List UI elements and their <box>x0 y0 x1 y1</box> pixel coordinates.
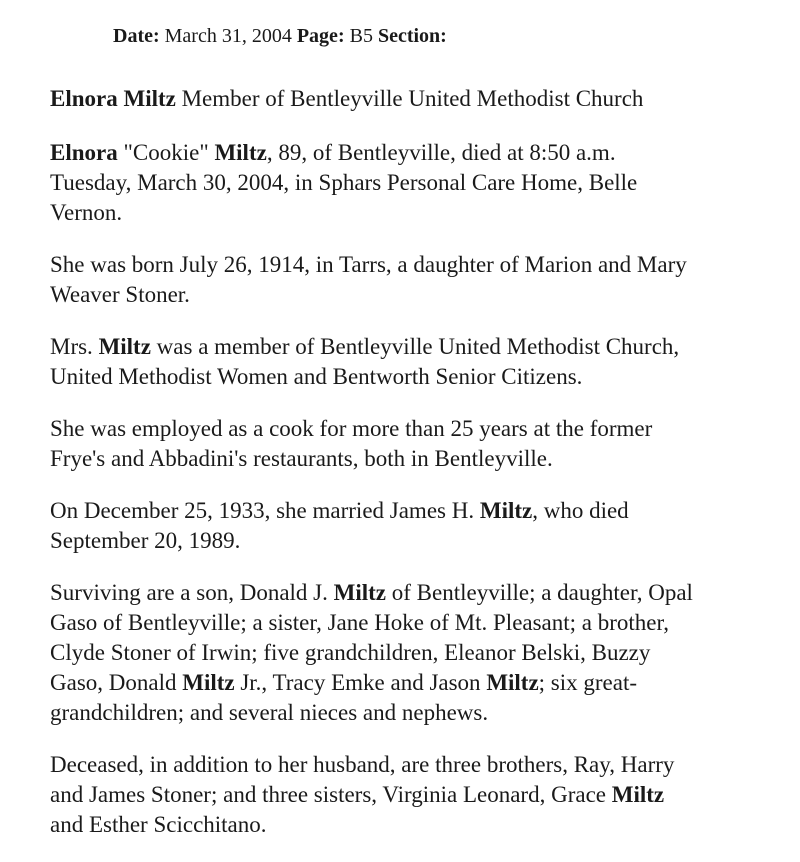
text-line <box>50 578 754 608</box>
paragraph <box>50 414 754 474</box>
text-line <box>50 668 754 698</box>
bold-text-run: Miltz <box>486 670 539 695</box>
text-line <box>50 698 754 728</box>
bold-text-run: Miltz <box>479 498 533 523</box>
bold-text-run: Miltz <box>333 580 386 605</box>
text-run: B5 <box>344 25 378 47</box>
text-line <box>50 638 754 668</box>
text-run: ; six great- <box>538 670 638 695</box>
text-run: Deceased, in addition to her husband, are three brothers, Ray, Harry <box>50 752 675 777</box>
bold-text-run: Elnora Miltz <box>50 86 176 111</box>
text-run: United Methodist Women and Bentworth Senior Citizens. <box>50 364 583 389</box>
obituary-body <box>50 138 754 840</box>
text-line <box>50 608 754 638</box>
bold-text-run: Miltz <box>611 782 665 807</box>
text-line <box>50 414 754 444</box>
text-run: She was employed as a cook for more than 25 years at the former <box>50 416 653 441</box>
text-line <box>50 168 754 198</box>
paragraph <box>50 332 754 392</box>
paragraph <box>50 138 754 228</box>
bold-text-run: Miltz <box>214 140 267 165</box>
text-run: Surviving are a son, Donald J. <box>50 580 334 605</box>
paragraph <box>50 578 754 728</box>
text-run: , who died <box>532 498 629 523</box>
bold-text-run: Page: <box>296 25 345 47</box>
text-line <box>50 750 754 780</box>
text-run: Mrs. <box>50 334 99 359</box>
text-run: On December 25, 1933, she married James H. <box>50 498 480 523</box>
text-run: September 20, 1989. <box>50 528 241 553</box>
text-run: Gaso, Donald <box>50 670 183 695</box>
text-line <box>50 250 754 280</box>
text-line <box>50 198 754 228</box>
text-line <box>50 332 754 362</box>
text-run: Clyde Stoner of Irwin; five grandchildren, Eleanor Belski, Buzzy <box>50 640 651 665</box>
text-line <box>50 526 754 556</box>
text-line <box>50 280 754 310</box>
text-run: Jr., Tracy Emke and Jason <box>234 670 487 695</box>
bold-text-run: Miltz <box>182 670 235 695</box>
paragraph <box>50 250 754 310</box>
obituary-headline <box>50 84 754 114</box>
text-run: of Bentleyville; a daughter, Opal <box>386 580 693 605</box>
text-run: Tuesday, March 30, 2004, in Sphars Personal Care Home, Belle <box>50 170 638 195</box>
paragraph <box>50 496 754 556</box>
text-run: Frye's and Abbadini's restaurants, both in Bentleyville. <box>50 446 553 471</box>
text-line <box>50 810 754 840</box>
bold-text-run: Date: <box>113 25 160 47</box>
text-run: grandchildren; and several nieces and nephews. <box>50 700 489 725</box>
bold-text-run: Elnora <box>50 140 118 165</box>
text-run: and James Stoner; and three sisters, Virginia Leonard, Grace <box>50 782 612 807</box>
text-line <box>50 362 754 392</box>
text-run: Weaver Stoner. <box>50 282 190 307</box>
text-line <box>50 496 754 526</box>
text-run: March 31, 2004 <box>159 25 297 47</box>
text-line <box>50 780 754 810</box>
text-line <box>50 444 754 474</box>
text-run: , 89, of Bentleyville, died at 8:50 a.m. <box>266 140 616 165</box>
bold-text-run: Miltz <box>98 334 151 359</box>
text-run: Member of Bentleyville United Methodist Church <box>175 86 644 111</box>
text-line <box>50 138 754 168</box>
document-header <box>113 24 754 48</box>
text-run: and Esther Scicchitano. <box>50 812 267 837</box>
text-run: Gaso of Bentleyville; a sister, Jane Hoke of Mt. Pleasant; a brother, <box>50 610 670 635</box>
text-run: "Cookie" <box>117 140 215 165</box>
text-run: was a member of Bentleyville United Methodist Church, <box>150 334 680 359</box>
bold-text-run: Section: <box>377 25 447 47</box>
text-run: Vernon. <box>50 200 123 225</box>
paragraph <box>50 750 754 840</box>
text-run: She was born July 26, 1914, in Tarrs, a daughter of Marion and Mary <box>50 252 687 277</box>
